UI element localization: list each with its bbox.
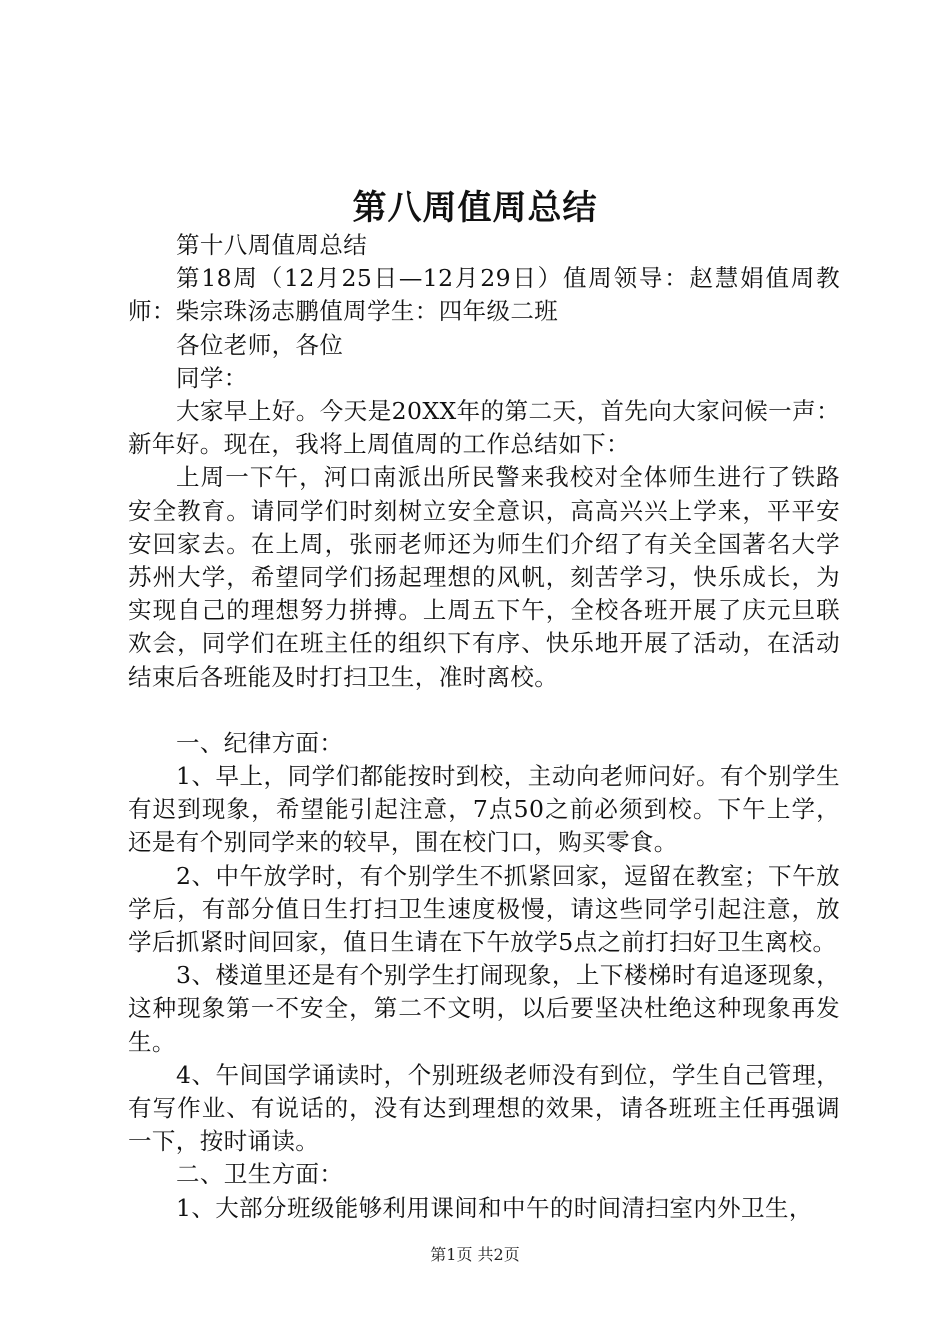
body-paragraph: 2、中午放学时，有个别学生不抓紧回家，逗留在教室；下午放学后，有部分值日生打扫卫生速度极慢，请这些同学引起注意，放学后抓紧时间回家，值日生请在下午放学5点之前打扫好卫生离校。 [128, 861, 840, 957]
body-paragraph: 3、楼道里还是有个别学生打闹现象，上下楼梯时有追逐现象，这种现象第一不安全，第二不文明，以后要坚决杜绝这种现象再发生。 [128, 961, 840, 1056]
document-body [128, 229, 840, 1225]
body-paragraph: 1、早上，同学们都能按时到校，主动向老师问好。有个别学生有迟到现象，希望能引起注意，7点50之前必须到校。下午上学，还是有个别同学来的较早，围在校门口，购买零食。 [128, 762, 840, 857]
body-paragraph: 第18周（12月25日—12月29日）值周领导：赵慧娟值周教师：柴宗珠汤志鹏值周学生：四年级二班 [128, 264, 840, 326]
body-paragraph: 各位老师，各位 [176, 330, 344, 359]
section-heading: 一、纪律方面： [176, 728, 344, 757]
body-paragraph: 1、大部分班级能够利用课间和中午的时间清扫室内外卫生， [176, 1193, 813, 1222]
body-paragraph: 4、午间国学诵读时，个别班级老师没有到位，学生自己管理，有写作业、有说话的，没有达到理想的效果，请各班班主任再强调一下，按时诵读。 [128, 1060, 840, 1156]
body-paragraph: 第十八周值周总结 [176, 231, 368, 259]
body-paragraph: 上周一下午，河口南派出所民警来我校对全体师生进行了铁路安全教育。请同学们时刻树立安全意识，高高兴兴上学来，平平安安回家去。在上周，张丽老师还为师生们介绍了有关全国著名大学苏州大学，希望同学们扬起理想的风帆，刻苦学习，快乐成长，为实现自己的理想努力拼搏。上周五下午，全校各班开展了庆元旦联欢会，同学们在班主任的组织下有序、快乐地开展了活动，在活动结束后各班能及时打扫卫生，准时离校。 [128, 463, 840, 691]
body-paragraph: 大家早上好。今天是20XX年的第二天，首先向大家问候一声：新年好。现在，我将上周值周的工作总结如下： [128, 397, 840, 459]
section-heading: 二、卫生方面： [176, 1160, 344, 1189]
document-title: 第八周值周总结 [352, 188, 598, 228]
page-footer: 第1页 共2页 [430, 1245, 520, 1264]
body-paragraph: 同学： [176, 363, 248, 392]
